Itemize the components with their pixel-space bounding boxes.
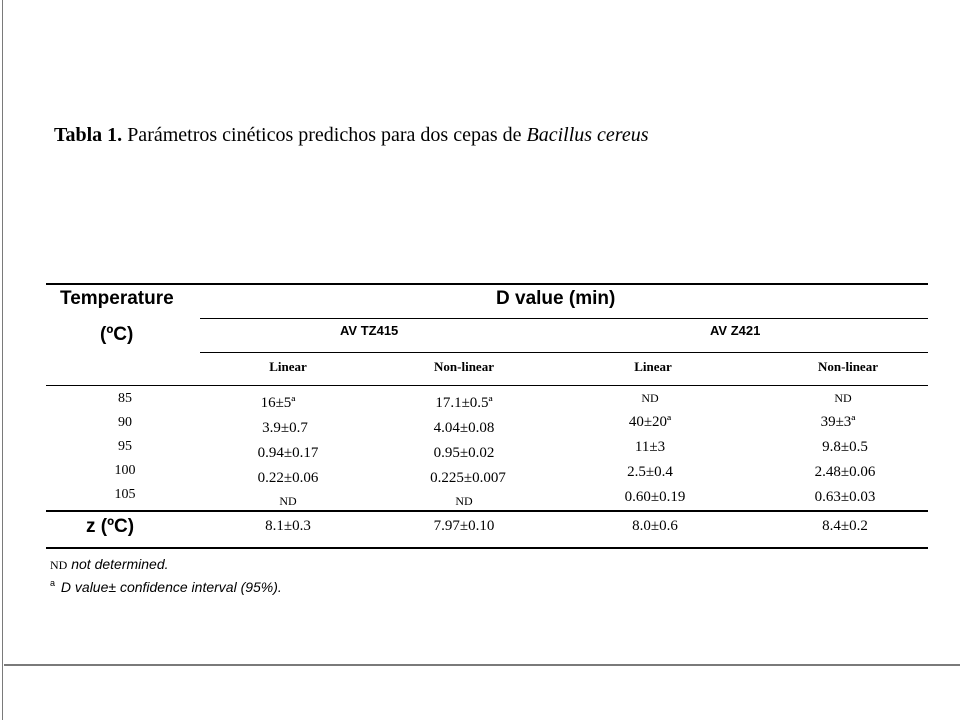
caption-label: Tabla 1. (54, 124, 123, 146)
table-top-rule (46, 283, 928, 285)
tz415-linear-value: 0.22±0.06 (257, 470, 319, 486)
subheader-z421-nonlinear: Non-linear (818, 359, 878, 374)
table-bottom-rule (46, 547, 928, 549)
tz415-nonlinear-value: 17.1±0.5ª (435, 395, 493, 411)
temperature-header: Temperature (60, 288, 174, 309)
footnote-a-mark: a (50, 578, 56, 588)
footnote-nd (50, 556, 169, 573)
z421-linear-value: 0.60±0.19 (624, 489, 686, 505)
left-border (2, 0, 3, 720)
z421-linear-value: 11±3 (634, 439, 666, 455)
z421-linear-value: 2.5±0.4 (627, 464, 673, 480)
z-value: 8.1±0.3 (265, 518, 311, 534)
z421-nonlinear-value: 39±3ª (820, 414, 856, 430)
tz415-nonlinear-value: 4.04±0.08 (433, 420, 495, 436)
strain-header-rule (200, 318, 928, 319)
z421-nonlinear-value: 0.63±0.03 (814, 489, 876, 505)
subheader-tz415-linear: Linear (269, 359, 307, 374)
z-value: 7.97±0.10 (433, 518, 495, 534)
subheader-tz415-nonlinear: Non-linear (434, 359, 494, 374)
footnote-nd-abbr: ND (50, 558, 68, 572)
z421-nonlinear-value: 2.48±0.06 (814, 464, 876, 480)
footnote-a-text: D value± confidence interval (95%). (57, 579, 282, 595)
footnote-a (50, 578, 282, 595)
z421-nonlinear-value: ND (834, 391, 852, 405)
temperature-value: 100 (114, 463, 136, 478)
z421-linear-value: 40±20ª (628, 414, 672, 430)
bottom-rule (4, 664, 960, 666)
tz415-nonlinear-value: 0.95±0.02 (433, 445, 495, 461)
z-row-top-rule (46, 510, 928, 512)
temperature-unit-header: (ºC) (100, 324, 134, 345)
tz415-linear-value: 3.9±0.7 (262, 420, 308, 436)
tz415-linear-value: ND (279, 494, 297, 508)
table-caption (54, 124, 649, 147)
caption-species: Bacillus cereus (526, 124, 649, 146)
z-value: 8.4±0.2 (822, 518, 868, 534)
temperature-value: 85 (118, 391, 132, 406)
strain-z421-header: AV Z421 (710, 323, 761, 338)
temperature-value: 95 (118, 439, 132, 454)
subheader-z421-linear: Linear (634, 359, 672, 374)
d-value-header: D value (min) (496, 288, 616, 309)
caption-text: Parámetros cinéticos predichos para dos cepas de (122, 124, 527, 146)
tz415-linear-value: 0.94±0.17 (257, 445, 319, 461)
strain-tz415-header: AV TZ415 (340, 323, 399, 338)
footnote-nd-text: not determined. (67, 556, 169, 572)
tz415-linear-value: 16±5ª (260, 395, 296, 411)
temperature-value: 105 (114, 487, 136, 502)
tz415-nonlinear-value: 0.225±0.007 (430, 470, 506, 486)
z-value: 8.0±0.6 (632, 518, 678, 534)
z421-nonlinear-value: 9.8±0.5 (822, 439, 868, 455)
header-bottom-rule (46, 385, 928, 386)
z421-linear-value: ND (641, 391, 659, 405)
z-row-label: z (ºC) (86, 516, 135, 537)
subheader-rule (200, 352, 928, 353)
temperature-value: 90 (118, 415, 132, 430)
tz415-nonlinear-value: ND (455, 494, 473, 508)
